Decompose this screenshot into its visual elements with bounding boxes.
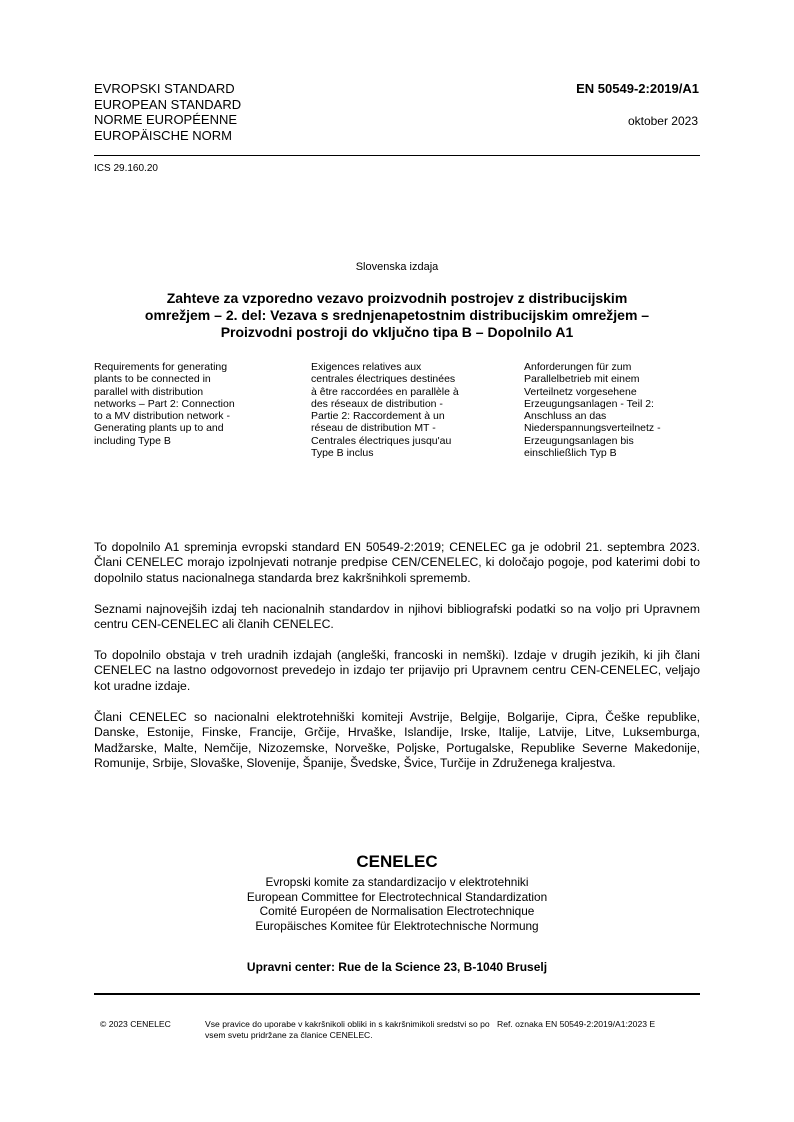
standard-name-en: EUROPEAN STANDARD <box>94 96 242 112</box>
standard-names <box>94 81 241 143</box>
title-de-line: Erzeugungsanlagen bis <box>524 434 634 447</box>
standard-number: EN 50549-2:2019/A1 <box>576 81 699 96</box>
standard-name-fr: NORME EUROPÉENNE <box>94 112 238 127</box>
title-fr-line: Partie 2: Raccordement à un <box>311 410 445 423</box>
title-de-line: einschließlich Typ B <box>524 447 617 460</box>
title-fr-line: réseau de distribution MT - <box>311 422 436 435</box>
title-de-line: Niederspannungsverteilnetz - <box>524 422 661 435</box>
organization-name: CENELEC <box>356 852 438 871</box>
paragraph-versions: To dopolnilo obstaja v treh uradnih izdajah (angleški, francoski in nemški). Izdaje v drugih jezikih, ki jih člani CENELEC na lastno odgovornost prevedejo in izdajo ter prijavijo pri Upravnem centru CEN-CENELEC, veljajo kot uradne izdaje. <box>94 648 700 693</box>
ics-code: ICS 29.160.20 <box>94 163 158 174</box>
organization-line: Evropski komite za standardizacijo v elektrotehniki <box>265 875 529 889</box>
title-line: omrežjem – 2. del: Vezava s srednjenapetostnim distribucijskim omrežjem – <box>144 307 650 323</box>
title-de-line: Verteilnetz vorgesehene <box>524 385 637 398</box>
title-fr-line: Exigences relatives aux <box>311 361 422 373</box>
document-title <box>94 290 700 341</box>
title-en-line: networks – Part 2: Connection <box>94 397 235 410</box>
reference-number: Ref. oznaka EN 50549-2:2019/A1:2023 E <box>497 1019 656 1029</box>
title-fr-line: Type B inclus <box>311 447 374 460</box>
title-line: Zahteve za vzporedno vezavo proizvodnih postrojev z distribucijskim <box>166 290 628 306</box>
organization-line: Europäisches Komitee für Elektrotechnische Normung <box>255 918 539 933</box>
publication-date: oktober 2023 <box>627 114 698 128</box>
title-de-line: Parallelbetrieb mit einem <box>524 373 640 386</box>
title-fr-line: centrales électriques destinées <box>311 373 456 386</box>
title-de-line: Anforderungen für zum <box>524 361 632 373</box>
organization-full-names <box>94 875 700 933</box>
footer-divider <box>94 993 700 995</box>
management-centre: Upravni center: Rue de la Science 23, B-1040 Bruselj <box>246 960 548 974</box>
title-en-line: parallel with distribution <box>94 385 204 398</box>
title-line: Proizvodni postroji do vključno tipa B – Dopolnilo A1 <box>220 324 574 340</box>
title-de-line: Erzeugungsanlagen - Teil 2: <box>524 397 654 410</box>
header-divider <box>94 155 700 156</box>
title-german <box>524 361 661 459</box>
paragraph-lists: Seznami najnovejših izdaj teh nacionalnih standardov in njihovi bibliografski podatki so na voljo pri Upravnem centru CEN-CENELEC ali članih CENELEC. <box>94 602 700 632</box>
paragraph-approval: To dopolnilo A1 spreminja evropski standard EN 50549-2:2019; CENELEC ga je odobril 21. septembra 2023. Člani CENELEC morajo izpolnjevati notranje predpise CEN/CENELEC, ki določajo pogoje, pod katerimi dobi to dopolnilo status nacionalnega standarda brez kakršnihkoli sprememb. <box>94 540 700 585</box>
title-en-line: Generating plants up to and <box>94 422 224 435</box>
title-fr-line: des réseaux de distribution - <box>311 397 443 410</box>
standard-name-sl: EVROPSKI STANDARD <box>94 81 235 96</box>
title-english <box>94 361 235 447</box>
title-en-line: plants to be connected in <box>94 373 211 386</box>
title-de-line: Anschluss an das <box>524 410 607 423</box>
rights-notice: Vse pravice do uporabe v kakršnikoli obliki in s kakršnimikoli sredstvi so po vsem svetu pridržane za članice CENELEC. <box>205 1019 490 1040</box>
title-en-line: to a MV distribution network - <box>94 410 230 423</box>
paragraph-members: Člani CENELEC so nacionalni elektrotehniški komiteji Avstrije, Belgije, Bolgarije, Cipra, Češke republike, Danske, Estonije, Finske, Francije, Grčije, Hrvaške, Islandije, Irske, Italije, Latvije, Litve, Luksemburga, Madžarske, Malte, Nemčije, Nizozemske, Norveške, Poljske, Portugalske, Republike Severne Makedonije, Romunije, Srbije, Slovaške, Slovenije, Španije, Švedske, Švice, Turčije in Združenega kraljestva. <box>94 710 700 770</box>
title-french <box>311 361 459 459</box>
organization-line: Comité Européen de Normalisation Electrotechnique <box>259 904 535 918</box>
title-en-line: including Type B <box>94 434 171 447</box>
organization-line: European Committee for Electrotechnical Standardization <box>246 889 548 904</box>
title-fr-line: à être raccordées en parallèle à <box>311 385 459 398</box>
title-en-line: Requirements for generating <box>94 361 228 373</box>
title-fr-line: Centrales électriques jusqu'au <box>311 434 452 447</box>
standard-name-de: EUROPÄISCHE NORM <box>94 127 232 143</box>
edition-label: Slovenska izdaja <box>355 261 439 273</box>
copyright-notice: © 2023 CENELEC <box>100 1019 171 1029</box>
